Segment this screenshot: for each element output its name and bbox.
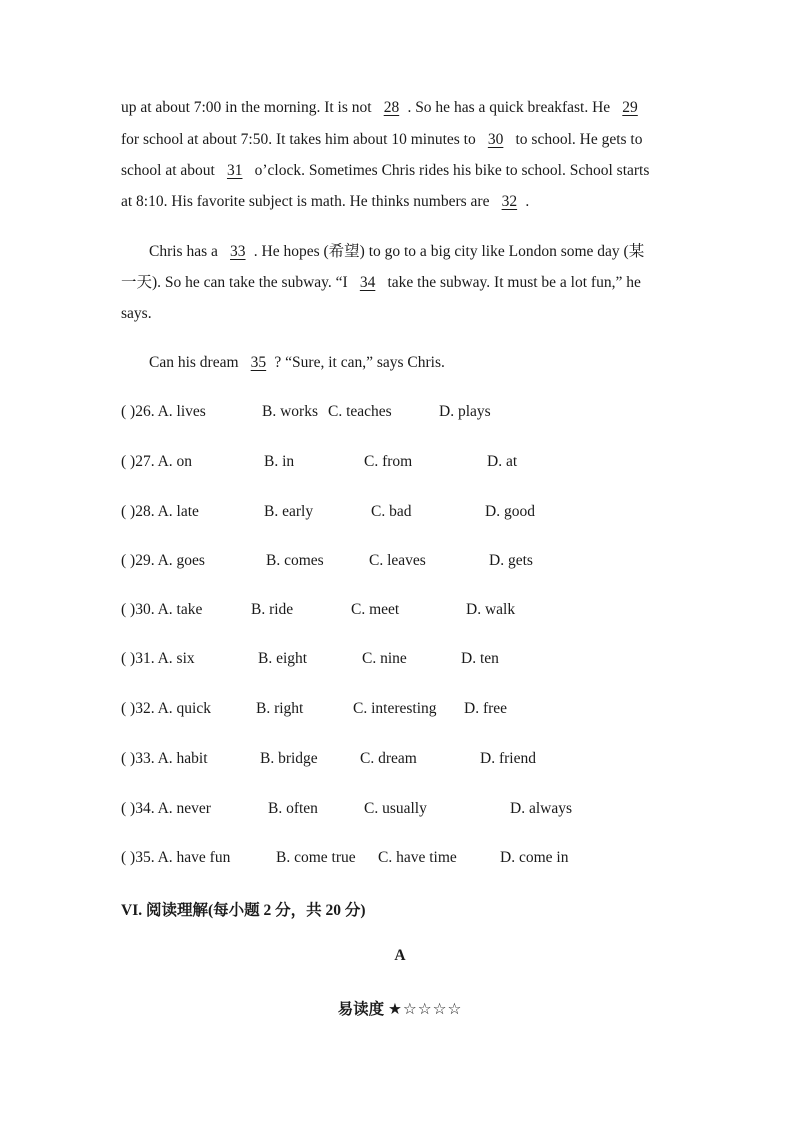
section-heading: VI. 阅读理解(每小题 2 分，共 20 分) xyxy=(121,902,366,919)
passage-line xyxy=(149,353,445,373)
option-b: B. come true xyxy=(276,849,356,866)
passage-line xyxy=(121,130,642,150)
passage-line xyxy=(121,304,152,324)
blank-28: 28 xyxy=(383,99,400,116)
option-d: D. plays xyxy=(439,403,491,420)
option-b: B. ride xyxy=(251,601,294,618)
option-b: B. in xyxy=(264,453,295,470)
question-stem: ( )27. A. on xyxy=(121,453,193,470)
passage-line xyxy=(121,192,529,212)
question-stem: ( )35. A. have fun xyxy=(121,849,231,866)
blank-34: 34 xyxy=(359,274,376,291)
option-c: C. usually xyxy=(364,800,427,817)
option-d: D. good xyxy=(485,503,535,520)
difficulty-rating xyxy=(0,997,800,1019)
part-label: A xyxy=(394,947,406,964)
text-run: for school at about 7:50. It takes him about 10 minutes to xyxy=(121,131,476,148)
option-d: D. ten xyxy=(461,650,499,667)
option-c: C. interesting xyxy=(353,700,437,717)
question-stem: ( )26. A. lives xyxy=(121,403,206,420)
text-run: o’clock. Sometimes Chris rides his bike to school. School starts xyxy=(254,162,650,179)
option-c: C. leaves xyxy=(369,552,426,569)
blank-32: 32 xyxy=(501,193,518,210)
option-c: C. dream xyxy=(360,750,417,767)
option-d: D. walk xyxy=(466,601,516,618)
option-c: C. have time xyxy=(378,849,457,866)
question-stem: ( )28. A. late xyxy=(121,503,199,520)
option-b: B. works xyxy=(262,403,318,420)
option-b: B. bridge xyxy=(260,750,318,767)
blank-35: 35 xyxy=(250,354,267,371)
text-run: take the subway. It must be a lot fun,” he xyxy=(387,274,641,291)
option-d: D. friend xyxy=(480,750,536,767)
passage-line xyxy=(149,242,644,262)
question-stem: ( )31. A. six xyxy=(121,650,195,667)
question-stem: ( )29. A. goes xyxy=(121,552,205,569)
text-run: up at about 7:00 in the morning. It is not xyxy=(121,99,372,116)
blank-31: 31 xyxy=(226,162,243,179)
option-b: B. comes xyxy=(266,552,324,569)
option-d: D. always xyxy=(510,800,572,817)
difficulty-label: 易读度 xyxy=(337,1001,385,1018)
text-run: . xyxy=(525,193,530,210)
option-d: D. at xyxy=(487,453,518,470)
question-stem: ( )33. A. habit xyxy=(121,750,208,767)
text-run: . So he has a quick breakfast. He xyxy=(407,99,611,116)
question-stem: ( )34. A. never xyxy=(121,800,211,817)
question-stem: ( )32. A. quick xyxy=(121,700,211,717)
text-run: ? “Sure, it can,” says Chris. xyxy=(274,354,445,371)
text-run: 一天). So he can take the subway. “I xyxy=(121,274,348,291)
passage-line xyxy=(121,98,646,118)
option-d: D. come in xyxy=(500,849,569,866)
blank-29: 29 xyxy=(622,99,638,116)
option-c: C. from xyxy=(364,453,413,470)
text-run: at 8:10. His favorite subject is math. He thinks numbers are xyxy=(121,193,490,210)
text-run: Chris has a xyxy=(149,243,218,260)
star-rating-icon: ★☆☆☆☆ xyxy=(387,1001,463,1018)
option-c: C. nine xyxy=(362,650,407,667)
option-b: B. often xyxy=(268,800,318,817)
text-run: to school. He gets to xyxy=(515,131,643,148)
option-d: D. gets xyxy=(489,552,533,569)
option-b: B. right xyxy=(256,700,304,717)
option-b: B. eight xyxy=(258,650,308,667)
question-stem: ( )30. A. take xyxy=(121,601,203,618)
option-c: C. bad xyxy=(371,503,412,520)
option-c: C. teaches xyxy=(328,403,392,420)
option-c: C. meet xyxy=(351,601,400,618)
text-run: . He hopes (希望) to go to a big city like London some day (某 xyxy=(253,243,645,260)
option-b: B. early xyxy=(264,503,314,520)
text-run: Can his dream xyxy=(149,354,239,371)
text-run: school at about xyxy=(121,162,215,179)
text-run: says. xyxy=(121,305,152,322)
blank-33: 33 xyxy=(230,243,246,260)
passage-line xyxy=(121,161,649,181)
option-d: D. free xyxy=(464,700,508,717)
passage-line xyxy=(121,273,641,293)
blank-30: 30 xyxy=(487,131,504,148)
